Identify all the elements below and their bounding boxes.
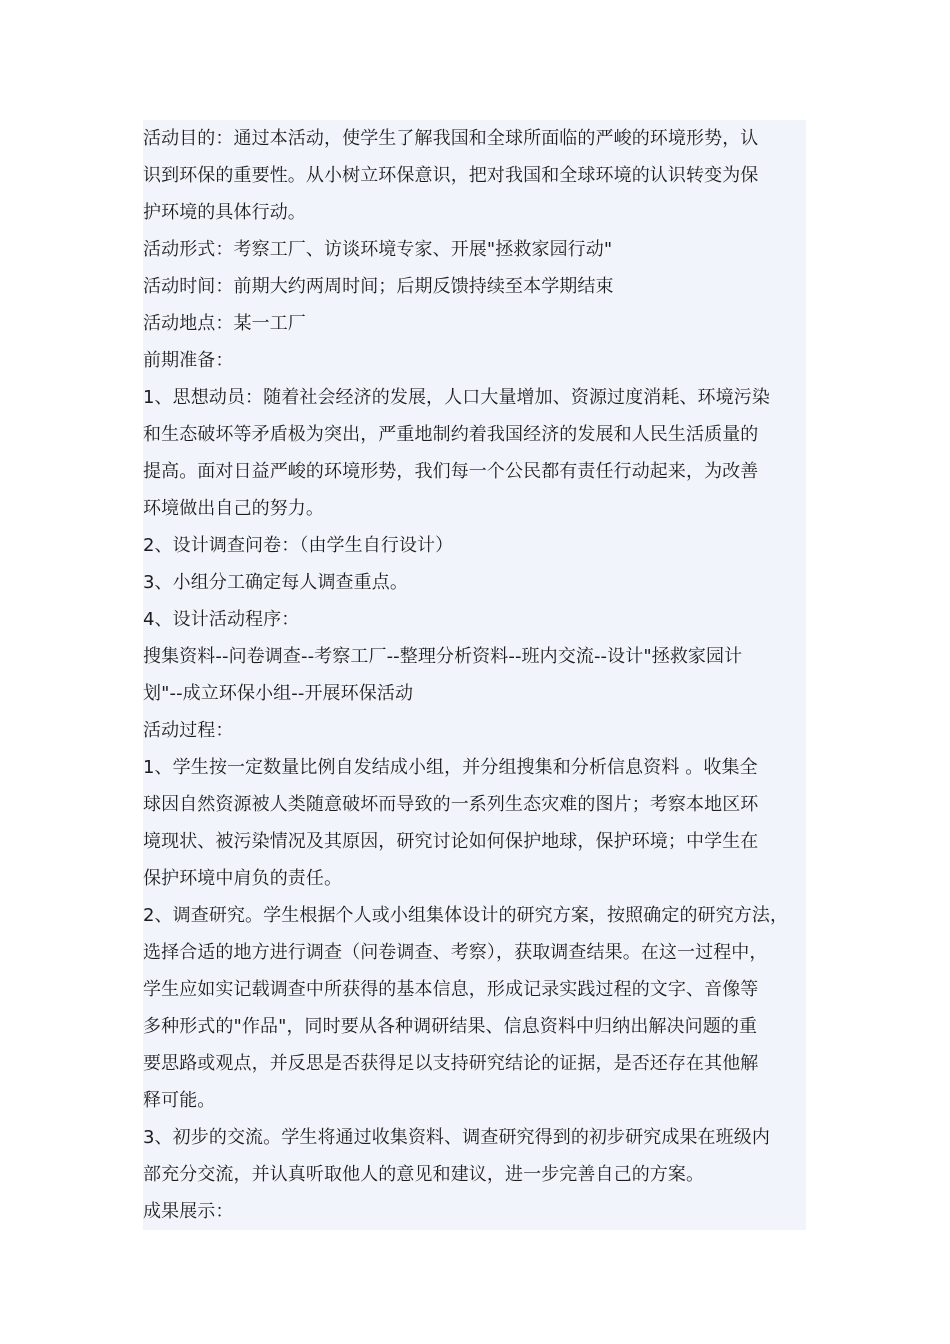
text-line: 球因自然资源被人类随意破坏而导致的一系列生态灾难的图片；考察本地区环 — [143, 794, 759, 815]
text-line: 和生态破坏等矛盾极为突出，严重地制约着我国经济的发展和人民生活质量的 — [143, 424, 759, 445]
text-line: 识到环保的重要性。从小树立环保意识，把对我国和全球环境的认识转变为保 — [143, 165, 759, 186]
text-line: 释可能。 — [143, 1090, 216, 1111]
section-heading: 成果展示： — [143, 1201, 234, 1222]
text-line: 要思路或观点，并反思是否获得足以支持研究结论的证据，是否还存在其他解 — [143, 1053, 759, 1074]
text-line: 2、设计调查问卷：（由学生自行设计） — [143, 535, 454, 556]
text-line: 提高。面对日益严峻的环境形势，我们每一个公民都有责任行动起来，为改善 — [143, 461, 759, 482]
section-heading: 前期准备： — [143, 350, 234, 371]
text-line: 划"--成立环保小组--开展环保活动 — [143, 683, 414, 704]
document-body — [143, 120, 806, 1230]
text-line: 活动时间：前期大约两周时间；后期反馈持续至本学期结束 — [143, 276, 614, 297]
text-line: 3、小组分工确定每人调查重点。 — [143, 572, 408, 593]
text-line: 1、学生按一定数量比例自发结成小组，并分组搜集和分析信息资料 。收集全 — [143, 757, 758, 778]
text-line: 部充分交流，并认真听取他人的意见和建议，进一步完善自己的方案。 — [143, 1164, 705, 1185]
text-line: 4、设计活动程序： — [143, 609, 300, 630]
text-line: 保护环境中肩负的责任。 — [143, 868, 343, 889]
text-line: 活动形式：考察工厂、访谈环境专家、开展"拯救家园行动" — [143, 239, 613, 260]
text-line: 活动目的：通过本活动，使学生了解我国和全球所面临的严峻的环境形势，认 — [143, 128, 759, 149]
text-line: 1、思想动员：随着社会经济的发展，人口大量增加、资源过度消耗、环境污染 — [143, 387, 770, 408]
text-line: 多种形式的"作品"，同时要从各种调研结果、信息资料中归纳出解决问题的重 — [143, 1016, 758, 1037]
text-line: 学生应如实记载调查中所获得的基本信息，形成记录实践过程的文字、音像等 — [143, 979, 759, 1000]
text-line: 环境做出自己的努力。 — [143, 498, 324, 519]
text-line: 选择合适的地方进行调查（问卷调查、考察），获取调查结果。在这一过程中， — [143, 942, 768, 963]
text-line: 搜集资料--问卷调查--考察工厂--整理分析资料--班内交流--设计"拯救家园计 — [143, 646, 743, 667]
text-line: 护环境的具体行动。 — [143, 202, 306, 223]
text-line: 活动地点：某一工厂 — [143, 313, 306, 334]
section-heading: 活动过程： — [143, 720, 234, 741]
text-line: 2、调查研究。学生根据个人或小组集体设计的研究方案，按照确定的研究方法， — [143, 905, 789, 926]
text-line: 境现状、被污染情况及其原因，研究讨论如何保护地球，保护环境；中学生在 — [143, 831, 759, 852]
text-line: 3、初步的交流。学生将通过收集资料、调查研究得到的初步研究成果在班级内 — [143, 1127, 770, 1148]
